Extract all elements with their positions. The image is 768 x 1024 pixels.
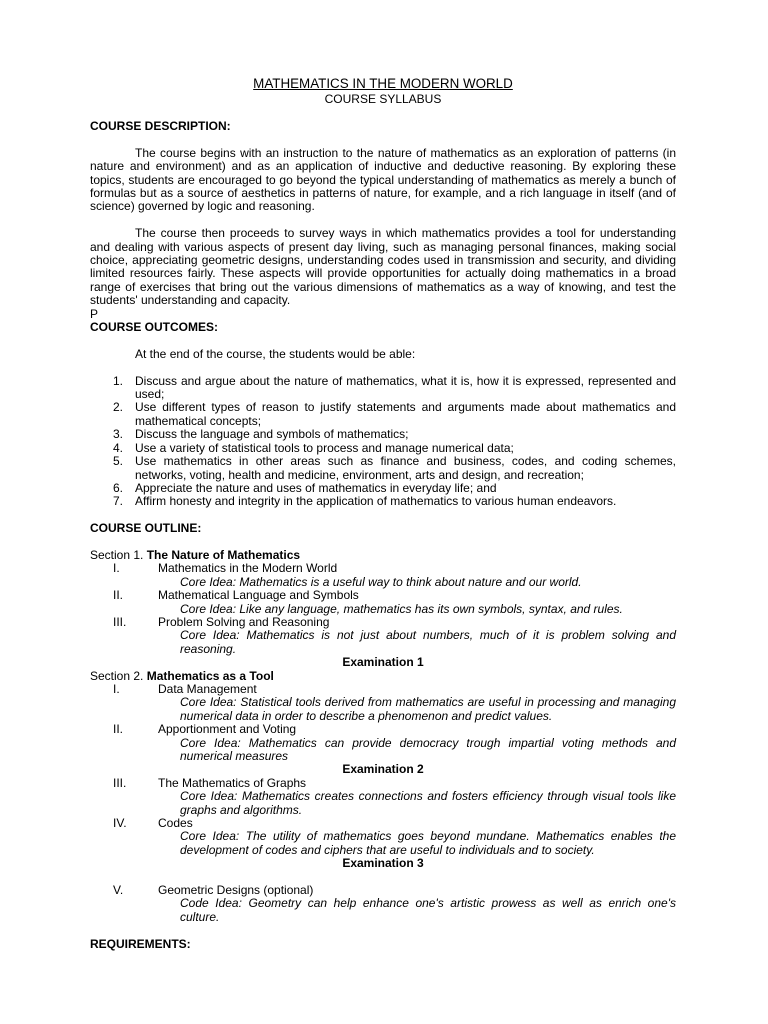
core-idea: Core Idea: The utility of mathematics goes beyond mundane. Mathematics enables the development of codes and ciphers that are useful to individuals and to society. — [180, 829, 676, 857]
outline-topic: II. Mathematical Language and Symbols — [113, 588, 359, 603]
outline-topic: I. Mathematics in the Modern World — [113, 561, 338, 576]
outline-topic: IV. Codes — [113, 816, 193, 831]
description-paragraph-2: The course then proceeds to survey ways in which mathematics provides a tool for understanding and dealing with various aspects of present day living, such as managing personal finances, making social choice, appreciating geometric designs, understanding codes used in transmission and security, and dividing limited resources fairly. These aspects will provide opportunities for actually doing mathematics in a broad range of exercises that bring out the various dimensions of mathematics as a way of knowing, and test the students' understanding and capacity. — [90, 226, 676, 308]
description-paragraph-1: The course begins with an instruction to the nature of mathematics as an exploration of patterns (in nature and environment) and as an application of inductive and deductive reasoning. By exploring these topics, students are encouraged to go beyond the typical understanding of mathematics as merely a bunch of formulas but as a source of aesthetics in patterns of nature, for example, and a rich language in itself (and of science) governed by logic and reasoning. — [90, 145, 676, 214]
section-1-heading: Section 1. The Nature of Mathematics — [90, 547, 301, 562]
outcome-item: 4. Use a variety of statistical tools to process and manage numerical data; — [113, 440, 514, 455]
core-idea: Code Idea: Geometry can help enhance one's artistic prowess as well as enrich one's culture. — [180, 896, 676, 924]
course-outline-heading: COURSE OUTLINE: — [90, 521, 202, 536]
outline-topic: V. Geometric Designs (optional) — [113, 883, 314, 898]
core-idea: Core Idea: Like any language, mathematics has its own symbols, syntax, and rules. — [180, 601, 623, 616]
outcomes-intro: At the end of the course, the students would be able: — [135, 346, 416, 361]
examination-3: Examination 3 — [342, 856, 424, 871]
outcomes-list — [90, 375, 676, 509]
outcome-item: 7. Affirm honesty and integrity in the application of mathematics to various human endeavors. — [113, 494, 617, 509]
outcome-item: 5. Use mathematics in other areas such as finance and business, codes, and coding schemes, networks, voting, health and medicine, environment, arts and design, and recreation; — [113, 454, 676, 482]
course-description-heading: COURSE DESCRIPTION: — [90, 119, 231, 133]
core-idea: Core Idea: Mathematics is not just about numbers, much of it is problem solving and reasoning. — [180, 628, 676, 656]
outcome-item: 3. Discuss the language and symbols of mathematics; — [113, 427, 409, 442]
core-idea: Core Idea: Mathematics is a useful way to think about nature and our world. — [180, 574, 582, 589]
document-title: MATHEMATICS IN THE MODERN WORLD — [253, 76, 513, 91]
outline-topic: I. Data Management — [113, 681, 257, 696]
outline-topic: II. Apportionment and Voting — [113, 722, 297, 737]
syllabus-page — [90, 76, 676, 951]
examination-1: Examination 1 — [342, 655, 424, 670]
outcome-item: 2. Use different types of reason to justify statements and arguments made about mathematics and mathematical concepts; — [113, 400, 676, 428]
requirements-heading: REQUIREMENTS: — [90, 936, 191, 951]
course-outcomes-heading: COURSE OUTCOMES: — [90, 320, 219, 335]
outline-topic: III. The Mathematics of Graphs — [113, 775, 307, 790]
outline-topic: III. Problem Solving and Reasoning — [113, 614, 330, 629]
examination-2: Examination 2 — [342, 762, 424, 777]
outcome-item: 1. Discuss and argue about the nature of mathematics, what it is, how it is expressed, represented and used; — [113, 373, 676, 402]
document-subtitle: COURSE SYLLABUS — [324, 92, 442, 106]
core-idea: Core Idea: Statistical tools derived from mathematics are useful in processing and managing numerical data in order to describe a phenomenon and predict values. — [180, 695, 676, 723]
section-2-heading: Section 2. Mathematics as a Tool — [90, 668, 274, 683]
core-idea: Core Idea: Mathematics can provide democracy trough impartial voting methods and numerical measures — [180, 735, 676, 763]
core-idea: Core Idea: Mathematics creates connections and fosters efficiency through visual tools like graphs and algorithms. — [180, 789, 676, 817]
stray-character: P — [90, 306, 99, 321]
outcome-item: 6. Appreciate the nature and uses of mathematics in everyday life; and — [113, 480, 497, 495]
